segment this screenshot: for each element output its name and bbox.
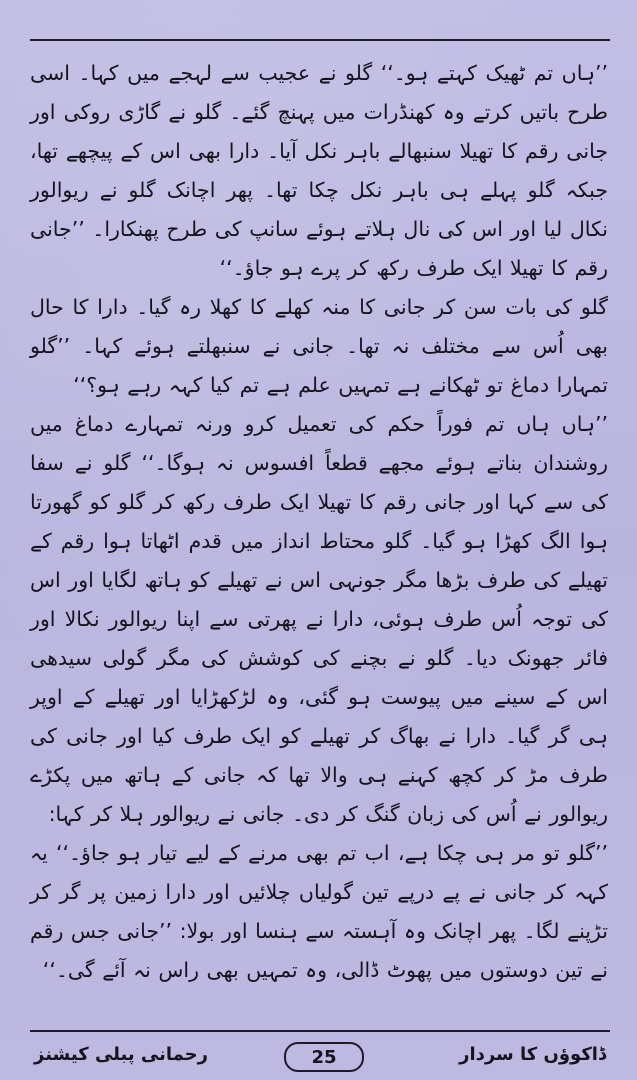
- top-rule: [30, 39, 610, 41]
- paragraph-1: ’’ہاں تم ٹھیک کہتے ہو۔‘‘ گلو نے عجیب سے لہجے میں کہا۔ اسی طرح باتیں کرتے وہ کھنڈرات میں پہنچ گئے۔ گلو نے گاڑی روکی اور جانی رقم کا تھیلا سنبھالے باہر نکل آیا۔ دارا بھی اس کے پیچھے تھا، جبکہ گلو پہلے ہی باہر نکل چکا تھا۔ پھر اچانک گلو نے ریوالور نکال لیا اور اس کی نال ہلاتے ہوئے سانپ کی طرح پھنکارا۔ ’’جانی رقم کا تھیلا ایک طرف رکھ کر پرے ہو جاؤ۔‘‘: [30, 61, 608, 280]
- page-number-badge: [284, 1042, 364, 1072]
- book-title: ڈاکوؤں کا سردار: [459, 1044, 606, 1065]
- publisher-name: رحمانی پبلی کیشنز: [34, 1044, 209, 1065]
- paragraph-2: گلو کی بات سن کر جانی کا منہ کھلے کا کھلا رہ گیا۔ دارا کا حال بھی اُس سے مختلف نہ تھا۔ جانی نے سنبھلتے ہوئے کہا۔ ’’گلو تمہارا دماغ تو ٹھکانے ہے تمہیں علم ہے تم کیا کہہ رہے ہو؟‘‘: [30, 295, 608, 397]
- paragraph-4: ’’گلو تو مر ہی چکا ہے، اب تم بھی مرنے کے لیے تیار ہو جاؤ۔‘‘ یہ کہہ کر جانی نے پے درپے تین گولیاں چلائیں اور دارا زمین پر گر کر تڑپنے لگا۔ پھر اچانک وہ آہستہ سے ہنسا اور بولا: ’’جانی جس رقم نے تین دوستوں میں پھوٹ ڈالی، وہ تمہیں بھی راس نہ آئے گی۔‘‘: [30, 841, 608, 982]
- bottom-rule: [30, 1030, 610, 1032]
- page-body: [30, 54, 608, 990]
- page-footer: [30, 1036, 610, 1076]
- page-number: 25: [311, 1046, 337, 1068]
- paragraph-3: ’’ہاں ہاں تم فوراً حکم کی تعمیل کرو ورنہ تمہارے دماغ میں روشندان بناتے ہوئے مجھے قطعاً افسوس نہ ہوگا۔‘‘ گلو نے سفا کی سے کہا اور جانی رقم کا تھیلا ایک طرف رکھ کر گلو کو گھورتا ہوا الگ کھڑا ہو گیا۔ گلو محتاط انداز میں قدم اٹھاتا ہوا رقم کے تھیلے کی طرف بڑھا مگر جونہی اس نے تھیلے کو ہاتھ لگایا اور اس کی توجہ اُس طرف ہوئی، دارا نے پھرتی سے اپنا ریوالور نکالا اور فائر جھونک دیا۔ گلو نے بچنے کی کوشش کی مگر گولی سیدھی اس کے سینے میں پیوست ہو گئی، وہ لڑکھڑایا اور تھیلے کے اوپر ہی گر گیا۔ دارا نے بھاگ کر تھیلے کو ایک طرف کیا اور جانی کی طرف مڑ کر کچھ کہنے ہی والا تھا کہ جانی کے ہاتھ میں پکڑے ریوالور نے اُس کی زبان گنگ کر دی۔ جانی نے ریوالور ہلا کر کہا:: [30, 412, 608, 826]
